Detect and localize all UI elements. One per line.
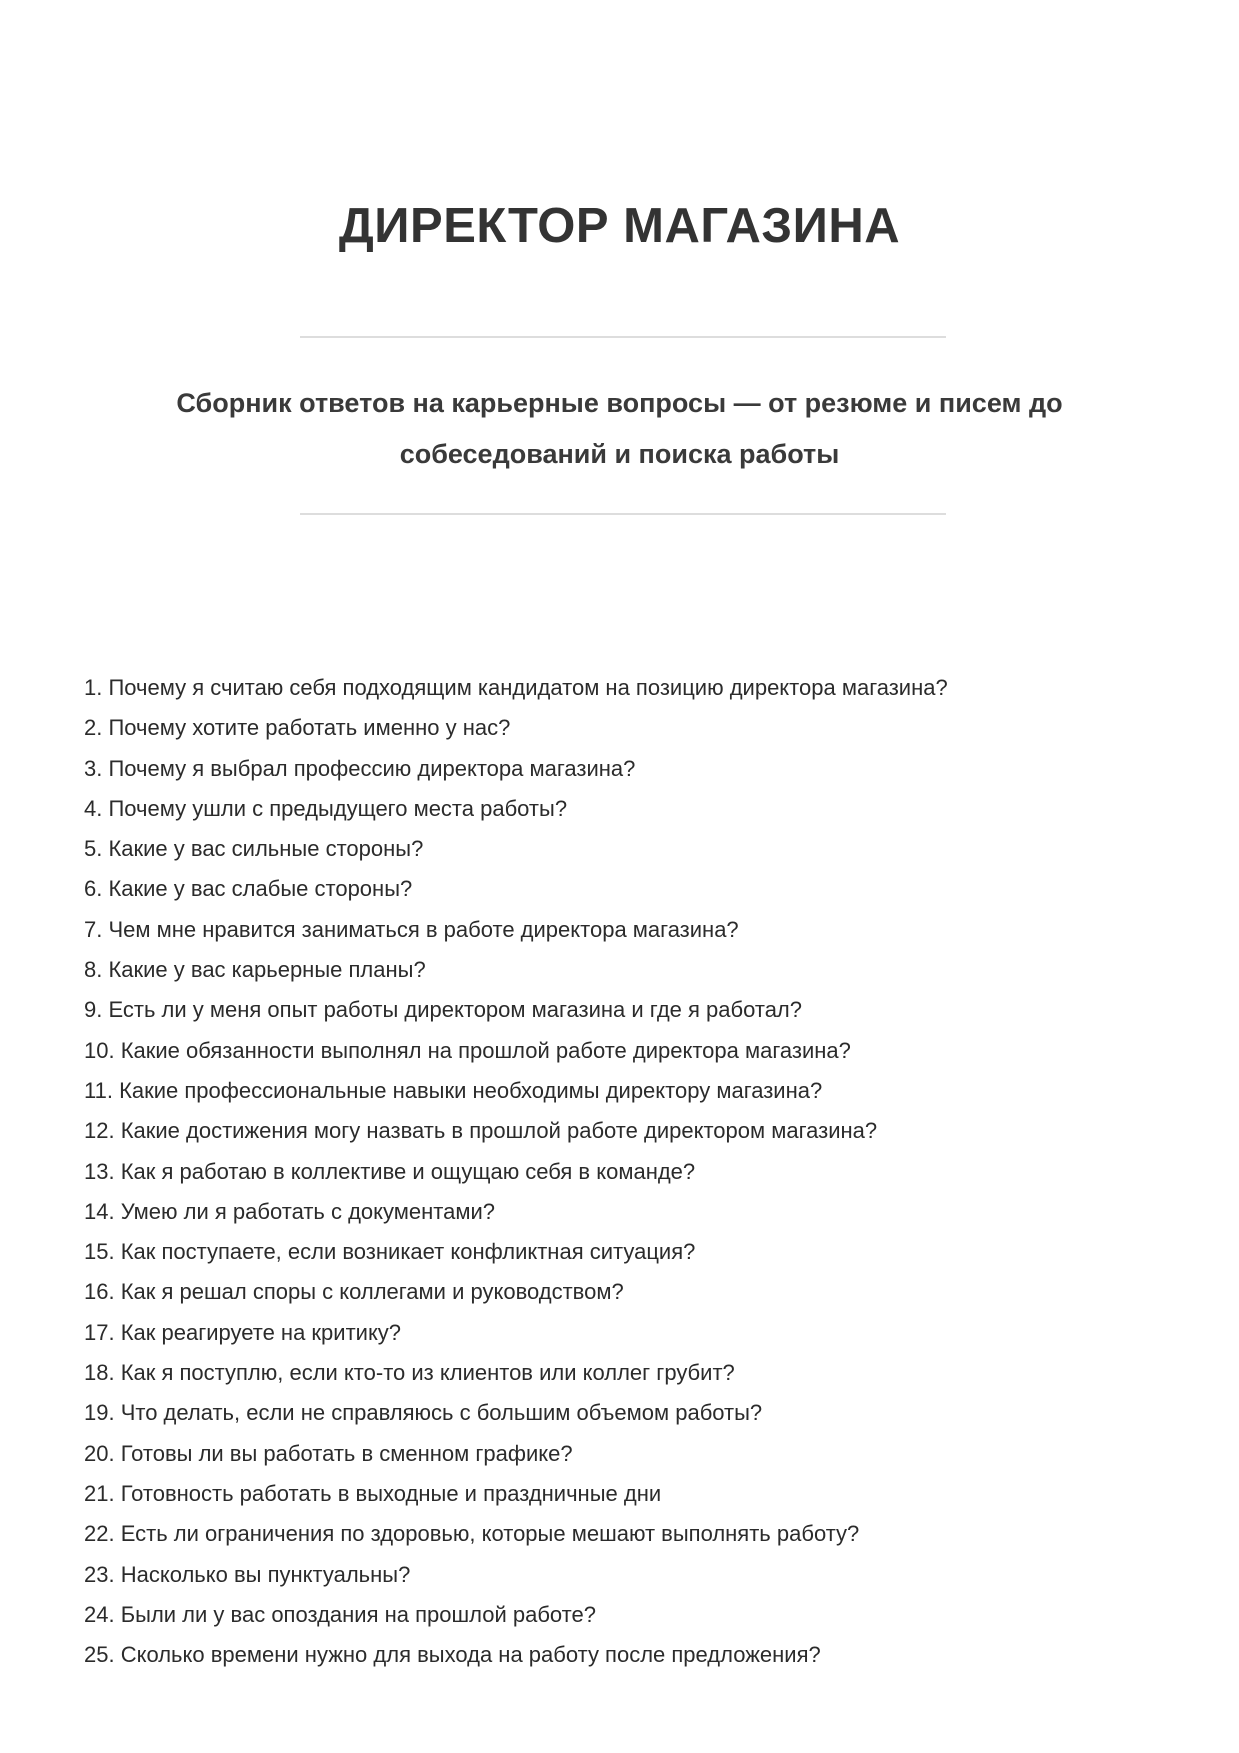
question-item: 7. Чем мне нравится заниматься в работе директора магазина?	[84, 916, 739, 942]
divider-bottom	[300, 513, 946, 515]
question-item: 17. Как реагируете на критику?	[84, 1319, 402, 1345]
question-item: 24. Были ли у вас опоздания на прошлой работе?	[84, 1601, 596, 1627]
question-item: 3. Почему я выбрал профессию директора магазина?	[84, 755, 636, 781]
question-item: 12. Какие достижения могу назвать в прошлой работе директором магазина?	[84, 1118, 878, 1144]
question-item: 6. Какие у вас слабые стороны?	[84, 876, 413, 902]
question-item: 8. Какие у вас карьерные планы?	[84, 957, 426, 983]
question-item: 22. Есть ли ограничения по здоровью, которые мешают выполнять работу?	[84, 1521, 860, 1547]
question-item: 25. Сколько времени нужно для выхода на работу после предложения?	[84, 1642, 821, 1668]
question-item: 10. Какие обязанности выполнял на прошлой работе директора магазина?	[84, 1037, 851, 1063]
question-item: 23. Насколько вы пунктуальны?	[84, 1561, 411, 1587]
question-item: 20. Готовы ли вы работать в сменном графике?	[84, 1440, 573, 1466]
question-item: 2. Почему хотите работать именно у нас?	[84, 715, 511, 741]
subtitle: Сборник ответов на карьерные вопросы — от резюме и писем до собеседований и поиска работы	[176, 388, 1063, 469]
question-item: 1. Почему я считаю себя подходящим кандидатом на позицию директора магазина?	[84, 675, 948, 700]
question-item: 9. Есть ли у меня опыт работы директором магазина и где я работал?	[84, 997, 803, 1023]
questions-list	[84, 668, 948, 1675]
question-item: 13. Как я работаю в коллективе и ощущаю себя в команде?	[84, 1158, 696, 1184]
page-title: ДИРЕКТОР МАГАЗИНА	[338, 199, 901, 253]
divider-top	[300, 336, 946, 338]
question-item: 21. Готовность работать в выходные и праздничные дни	[84, 1480, 662, 1506]
question-item: 16. Как я решал споры с коллегами и руководством?	[84, 1279, 624, 1305]
question-item: 14. Умею ли я работать с документами?	[84, 1198, 496, 1224]
question-item: 5. Какие у вас сильные стороны?	[84, 836, 424, 862]
question-item: 18. Как я поступлю, если кто-то из клиентов или коллег грубит?	[84, 1360, 735, 1386]
question-item: 11. Какие профессиональные навыки необходимы директору магазина?	[84, 1077, 823, 1103]
question-item: 15. Как поступаете, если возникает конфликтная ситуация?	[84, 1239, 696, 1265]
question-item: 4. Почему ушли с предыдущего места работы?	[84, 795, 568, 821]
question-item: 19. Что делать, если не справляюсь с большим объемом работы?	[84, 1400, 763, 1426]
